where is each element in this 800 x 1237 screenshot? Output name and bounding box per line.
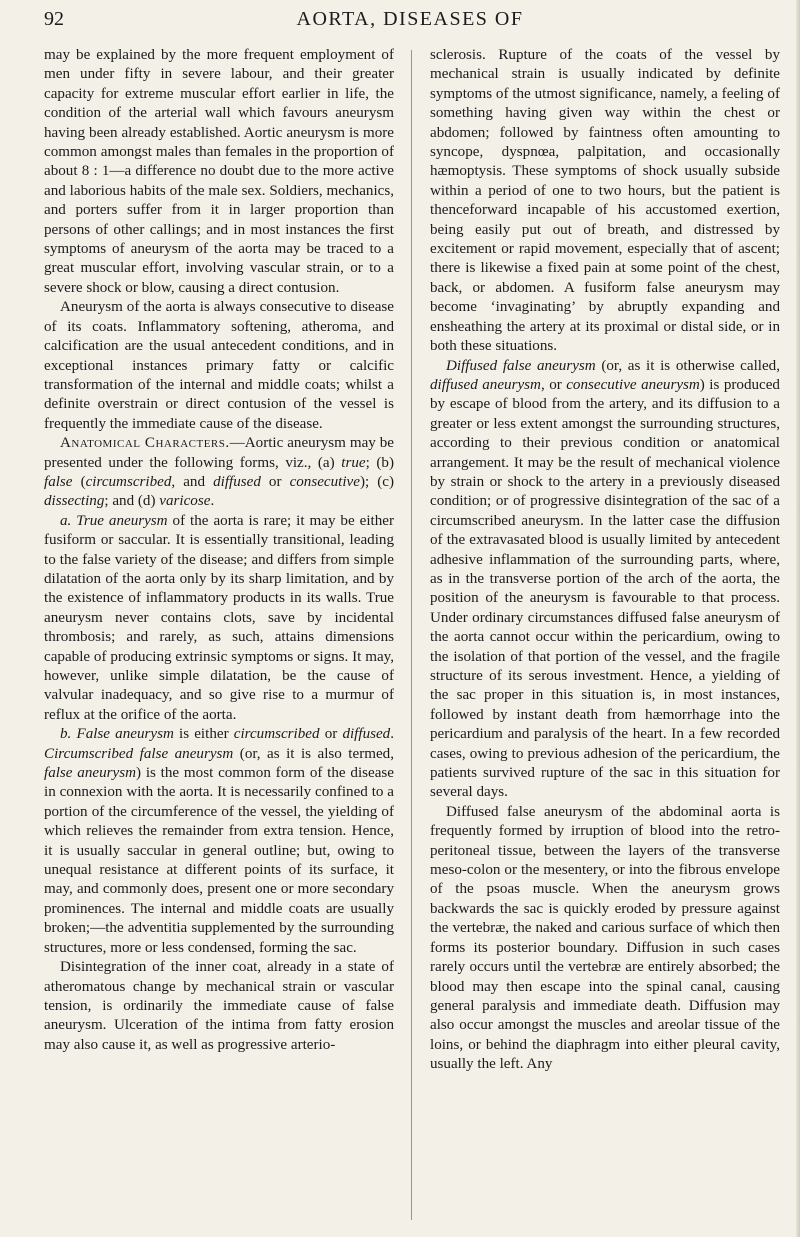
paragraph-abdominal-aorta: Diffused false aneurysm of the abdominal aorta is frequently formed by irruption of blood into the retro-peritoneal tissue, between the layers of the transverse meso-colon or the mesentery, or into the fibrous envelope of the psoas muscle. When the aneurysm grows backwards the sac is quickly eroded by pressure against the vertebræ, the naked and carious surface of which then forms its posterior boundary. Diffusion in such cases rarely occurs until the vertebræ are entirely absorbed; the blood may then escape into the spinal canal, causing general paralysis and immediate death. Diffusion may also occur amongst the muscles and areolar tissue of the loins, or behind the diaphragm into either pleural cavity, usually the left. Any (430, 803, 780, 1073)
true-aneurysm-lead: a. True aneurysm (60, 512, 168, 529)
anatomical-characters-heading: Anatomical Characters. (60, 435, 230, 452)
false-aneurysm-lead: b. False aneurysm (60, 726, 174, 743)
page-edge (796, 0, 800, 1237)
page-number: 92 (44, 8, 64, 30)
right-column (430, 46, 780, 1224)
page-header (44, 6, 776, 34)
paragraph-false-aneurysm: b. False aneurysm is either circumscribed or diffused. Circumscribed false aneurysm (or, as it is also termed, false aneurysm) is the most common form of the disease in connexion with the aorta. It is necessarily confined to a portion of the circumference of the vessel, the yielding of which relieves the remainder from extra tension. Hence, it is usually saccular in general outline; but, owing to unequal resistance at different points of its surface, it may, and commonly does, present one or more secondary prominences. The internal and middle coats are usually broken;—the adventitia supplemented by the surrounding structures, more or less condensed, forming the sac. (44, 726, 394, 956)
paragraph-epidemiology: may be explained by the more frequent employment of men under fifty in severe labour, and their greater capacity for extreme muscular effort earlier in life, the condition of the arterial wall which favours aneurysm having been already established. Aortic aneurysm is more common amongst males than females in the proportion of about 8 : 1—a difference no doubt due to the more active and laborious habits of the male sex. Soldiers, mechanics, and porters suffer from it in larger proportion than persons of other callings; and in most instances the first symptoms of aneurysm of the aorta may be traced to a great muscular effort, involving vascular strain, or to a severe shock or blow, causing a direct contusion. (44, 47, 394, 296)
text-columns (44, 46, 780, 1224)
paragraph-diffused-false-aneurysm: Diffused false aneurysm (or, as it is otherwise called, diffused aneurysm, or consecutive aneurysm) is produced by escape of blood from the artery, and its diffusion to a greater or less extent amongst the surrounding structures, according to their previous condition or anatomical arrangement. It may be the result of mechanical violence by strain or shock to the artery in a previously diseased condition; or of progressive disintegration of the sac of a circumscribed aneurysm. In the latter case the diffusion of the extravasated blood is usually limited by antecedent adhesive inflammation of the surrounding parts, where, as in the transverse portion of the arch of the aorta, the position of the aneurysm is favourable to that process. Under ordinary circumstances diffused false aneurysm of the aorta cannot occur within the pericardium, owing to the isolation of that portion of the vessel, and the fragile structure of its serous investment. Hence, a yielding of the sac proper in this situation is, in most instances, followed by instant death from hæmorrhage into the pericardium and paralysis of the heart. In a few recorded cases, owing to previous adhesion of the pericardium, the patients survived rupture of the sac in this situation for several days. (430, 357, 780, 801)
running-head: AORTA, DISEASES OF (296, 8, 524, 30)
paragraph-true-aneurysm: a. True aneurysm of the aorta is rare; it may be either fusiform or saccular. It is essentially transitional, leading to the false variety of the disease; and differs from simple dilatation of the aorta only by its sharp limitation, and by the existence of inflammatory products in its walls. True aneurysm never contains clots, save by incidental thrombosis; and rarely, as such, attains dimensions capable of producing extrinsic symptoms or signs. It may, however, unlike simple dilatation, be the cause of valvular inadequacy, and so give rise to a murmur of reflux at the orifice of the aorta. (44, 512, 394, 723)
paragraph-anatomical-characters: Anatomical Characters.—Aortic aneurysm may be presented under the following forms, viz., (a) true; (b) false (circumscribed, and diffused or consecutive); (c) dissecting; and (d) varicose. (44, 435, 394, 510)
diffused-false-aneurysm-lead: Diffused false aneurysm (446, 357, 596, 374)
paragraph-etiology: Aneurysm of the aorta is always consecutive to disease of its coats. Inflammatory softening, atheroma, and calcification are the usual antecedent conditions, and in exceptional instances primary fatty or calcific transformation of the internal and middle coats; whilst a definite overstrain or direct contusion of the vessel is frequently the immediate cause of the disease. (44, 299, 394, 432)
paragraph-disintegration: Disintegration of the inner coat, already in a state of atheromatous change by mechanical strain or vascular tension, is ordinarily the immediate cause of false aneurysm. Ulceration of the intima from fatty erosion may also cause it, as well as progressive arterio- (44, 959, 394, 1053)
left-column (44, 46, 394, 1224)
paragraph-rupture: sclerosis. Rupture of the coats of the vessel by mechanical strain is usually indicated by definite symptoms of the utmost significance, namely, a feeling of something having given way within the chest or abdomen; followed by faintness often amounting to syncope, dyspnœa, palpitation, and occasionally hæmoptysis. These symptoms of shock usually subside within a period of one to two hours, but the patient is thenceforward incapable of his accustomed exertion, being easily put out of breath, and distressed by excitement or rapid movement, especially that of ascent; there is likewise a fixed pain at some point of the chest, back, or abdomen. A fusiform false aneurysm may become ‘invaginating’ by abruptly expanding and ensheathing the artery at its proximal or distal side, or in both these situations. (430, 47, 780, 355)
